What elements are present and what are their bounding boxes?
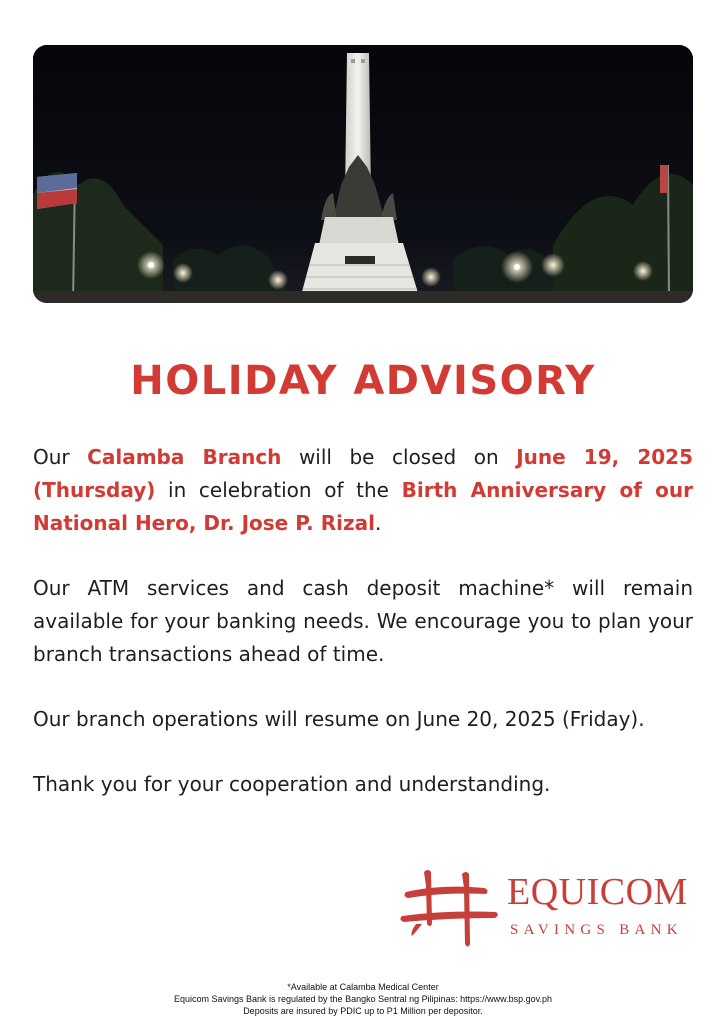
branch-name: Calamba Branch (87, 445, 282, 469)
equicom-logo (400, 866, 695, 952)
footnote-insurance: Deposits are insured by PDIC up to P1 Million per depositor. (243, 1006, 483, 1016)
bank-name: EQUICOM (507, 871, 688, 913)
closure-date: June 19, 2025 (Thursday) (33, 445, 694, 502)
footer-notes (0, 981, 726, 1017)
closure-text-4: . (375, 511, 382, 535)
bank-subtitle: SAVINGS BANK (510, 922, 683, 938)
holiday-occasion: Birth Anniversary of our National Hero, Dr. Jose P. Rizal (33, 478, 694, 535)
advisory-title: HOLIDAY ADVISORY (130, 358, 596, 404)
resume-paragraph: Our branch operations will resume on June 20, 2025 (Friday). (33, 707, 645, 731)
hero-photo-rizal-monument (33, 45, 693, 303)
footnote-regulator: Equicom Savings Bank is regulated by the Bangko Sentral ng Pilipinas: https://www.bsp.gov.ph (173, 994, 553, 1004)
thanks-paragraph: Thank you for your cooperation and understanding. (33, 772, 551, 796)
closure-paragraph (33, 441, 693, 540)
footnote-availability: *Available at Calamba Medical Center (287, 982, 439, 992)
equicom-grid-mark-icon (400, 866, 500, 952)
closure-text-3: in celebration of the (155, 478, 402, 502)
advisory-body (33, 441, 693, 833)
atm-paragraph: Our ATM services and cash deposit machine* will remain available for your banking needs. We encourage you to plan your branch transactions ahead of time. (33, 576, 693, 666)
closure-text-1: Our (33, 445, 88, 469)
closure-text-2: will be closed on (281, 445, 517, 469)
